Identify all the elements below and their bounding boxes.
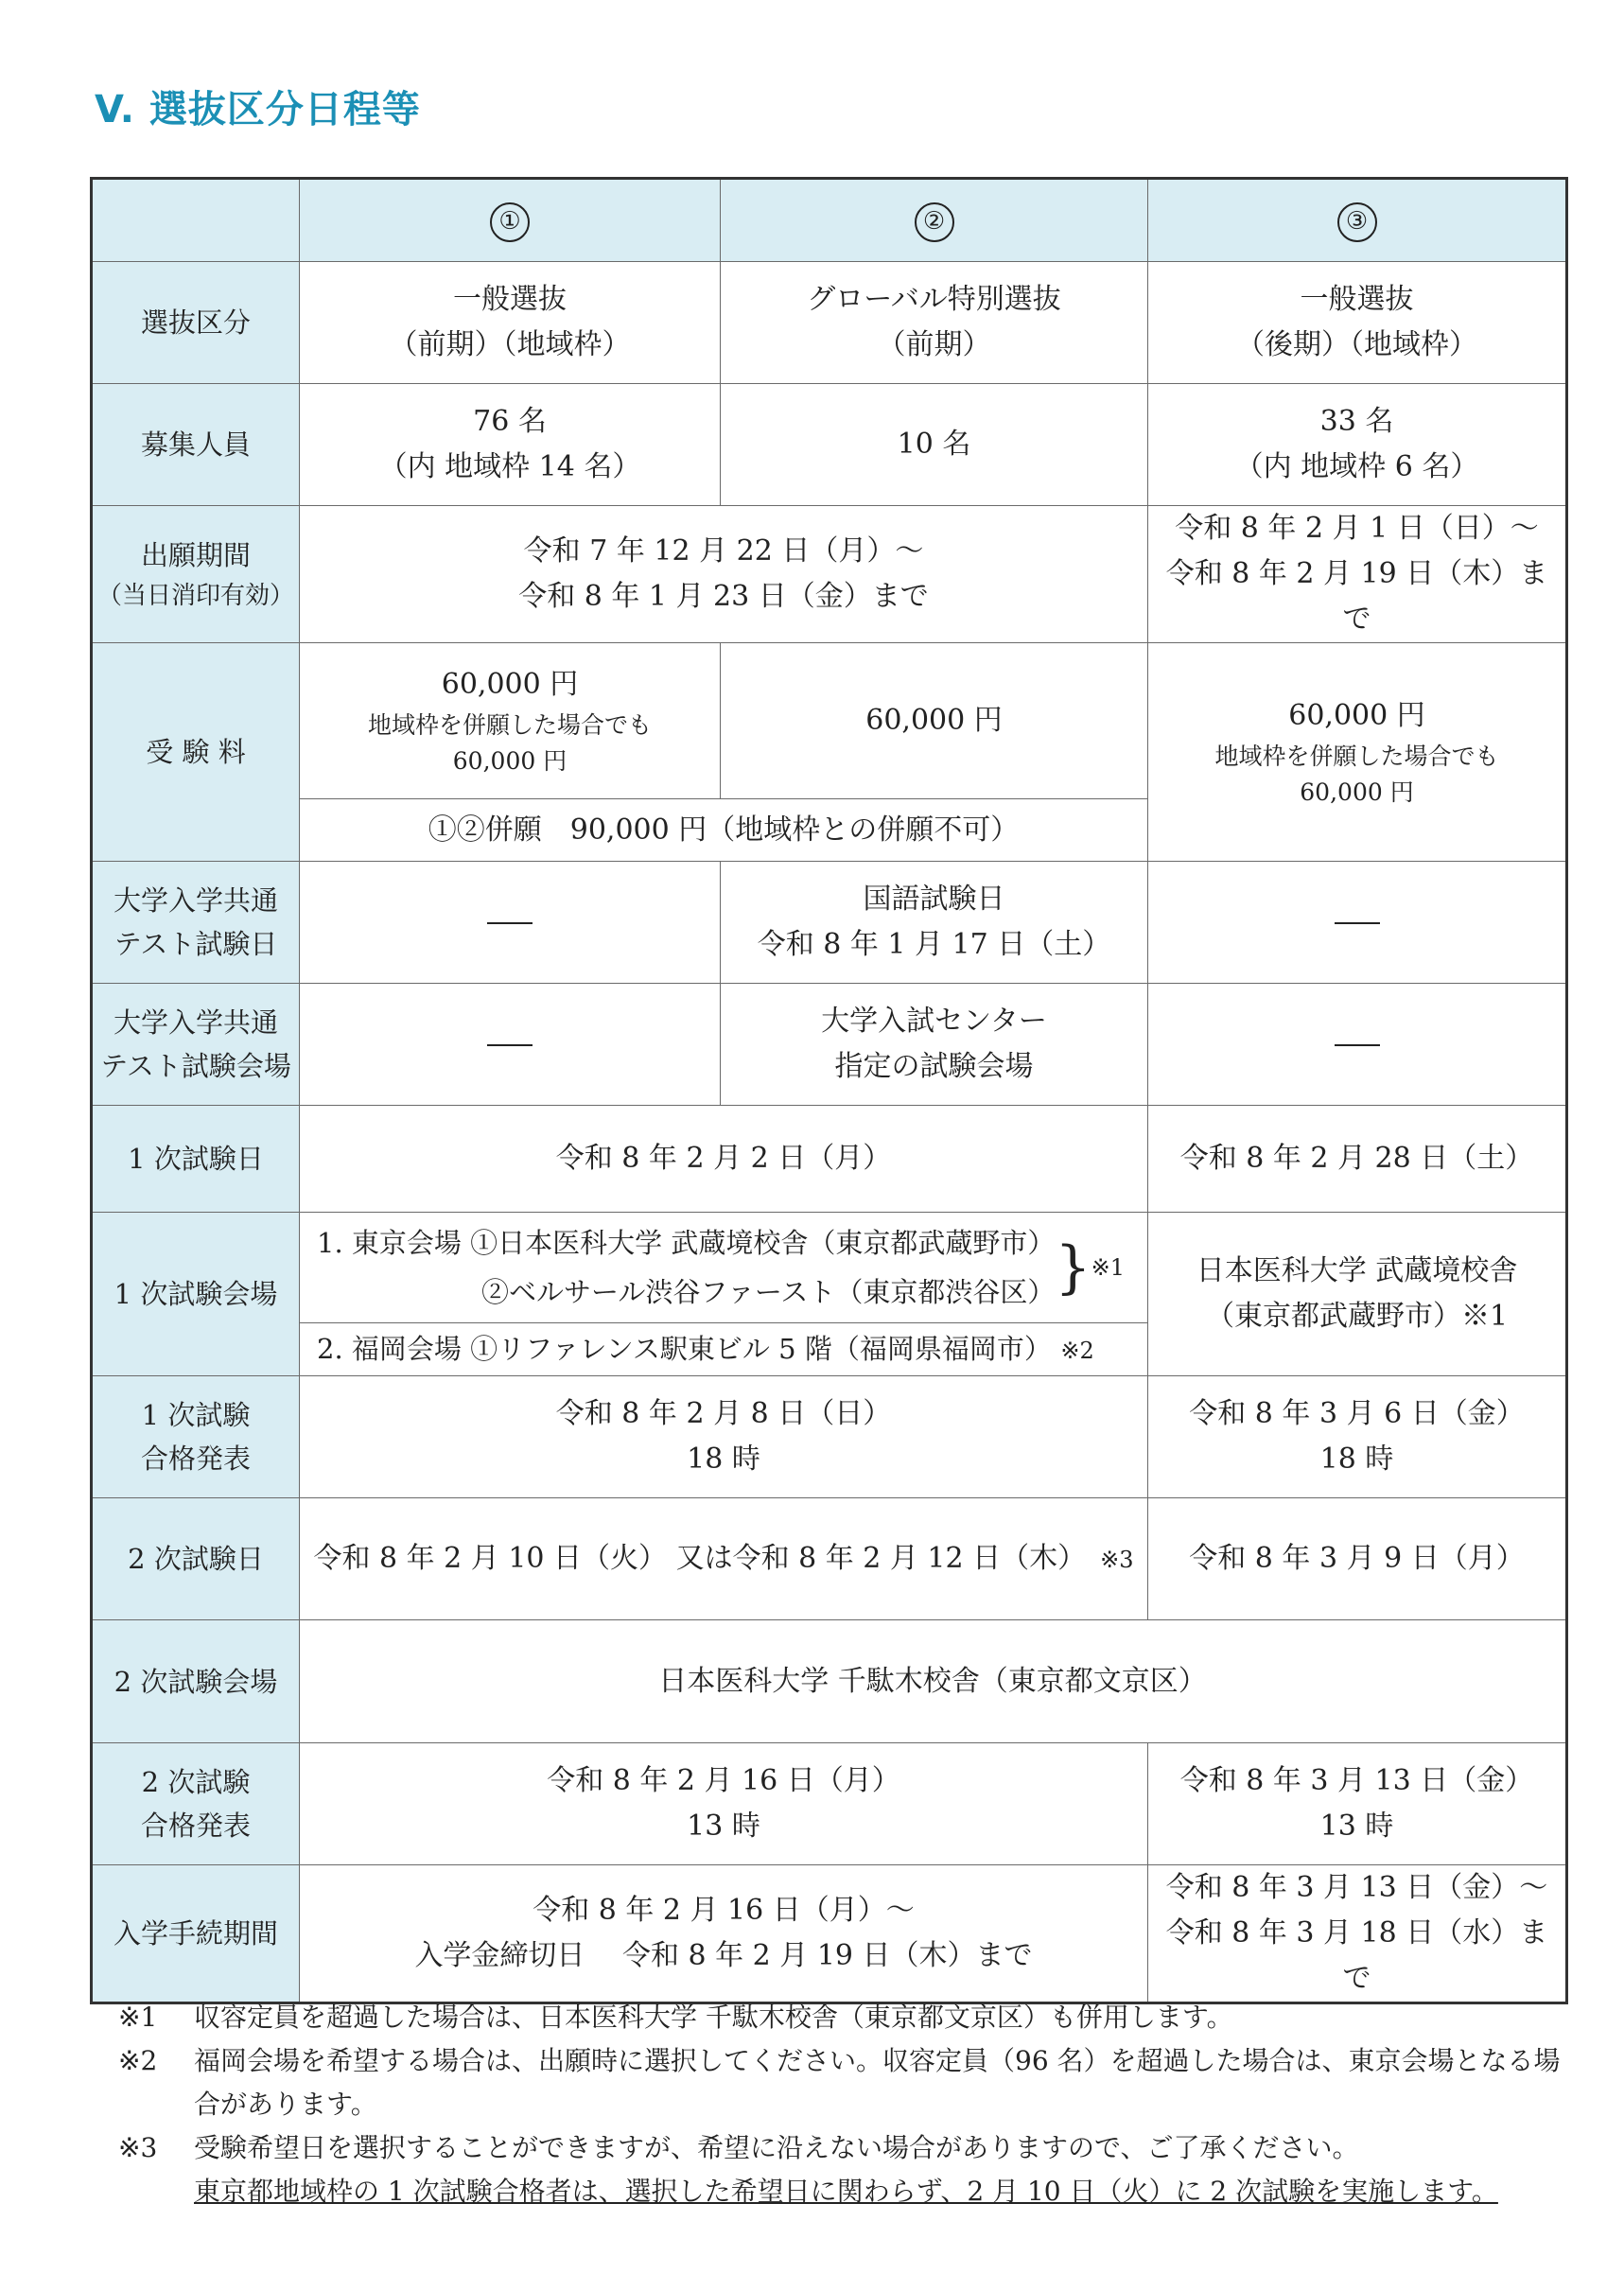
- label-common-test-venue: 大学入学共通 テスト試験会場: [92, 984, 300, 1106]
- header-row: [92, 179, 1567, 262]
- label-capacity: 募集人員: [92, 384, 300, 506]
- capacity-c3: 33 名 （内 地域枠 6 名）: [1148, 384, 1567, 506]
- capacity-c1: 76 名 （内 地域枠 14 名）: [300, 384, 721, 506]
- second-exam-date-c12: 令和 8 年 2 月 10 日（火） 又は令和 8 年 2 月 12 日（木） ※3: [300, 1498, 1148, 1620]
- page-title: V. 選抜区分日程等: [95, 88, 421, 131]
- footnote-1: ※1 収容定員を超過した場合は、日本医科大学 千駄木校舎（東京都文京区）も併用します。: [118, 2002, 1233, 2033]
- row-common-test-venue: [92, 984, 1567, 1106]
- row-capacity: [92, 384, 1567, 506]
- row-application: [92, 506, 1567, 643]
- header-col-1: ①: [490, 202, 530, 242]
- selection-c2: グローバル特別選抜 （前期）: [721, 262, 1148, 384]
- footnote-3: ※3 受験希望日を選択することができますが、希望に沿えない場合がありますので、ご了承ください。 東京都地域枠の 1 次試験合格者は、選択した希望日に関わらず、2 月 10 日（火）に 2 次試験を実施します。: [118, 2132, 1498, 2207]
- selection-c3: 一般選抜 （後期）（地域枠）: [1148, 262, 1567, 384]
- venue-tokyo-2: ②ベルサール渋谷ファースト（東京都渋谷区）: [481, 1276, 1056, 1308]
- common-test-date-c1: [300, 862, 721, 984]
- enrollment-c3: 令和 8 年 3 月 13 日（金）～ 令和 8 年 3 月 18 日（水）まで: [1148, 1865, 1567, 2003]
- header-blank: [92, 179, 300, 262]
- row-second-result: [92, 1743, 1567, 1865]
- fee-c1: 60,000 円 地域枠を併願した場合でも 60,000 円: [300, 643, 721, 799]
- second-result-c12: 令和 8 年 2 月 16 日（月） 13 時: [300, 1743, 1148, 1865]
- row-second-exam-date: [92, 1498, 1567, 1620]
- label-second-exam-date: 2 次試験日: [92, 1498, 300, 1620]
- enrollment-c12: 令和 8 年 2 月 16 日（月）～ 入学金締切日 令和 8 年 2 月 19 日（木）まで: [300, 1865, 1148, 2003]
- first-result-c3: 令和 8 年 3 月 6 日（金） 18 時: [1148, 1376, 1567, 1498]
- footnotes: [118, 1996, 1565, 2213]
- label-first-result: 1 次試験 合格発表: [92, 1376, 300, 1498]
- row-fee: [92, 643, 1567, 799]
- row-second-exam-venue: [92, 1620, 1567, 1743]
- label-first-exam-venue: 1 次試験会場: [92, 1213, 300, 1376]
- common-test-venue-c2: 大学入試センター 指定の試験会場: [721, 984, 1148, 1106]
- label-fee: 受 験 料: [92, 643, 300, 862]
- label-second-exam-venue: 2 次試験会場: [92, 1620, 300, 1743]
- venue-tokyo-1: 1. 東京会場 ①日本医科大学 武蔵境校舎（東京都武蔵野市）: [317, 1227, 1056, 1259]
- row-first-exam-date: [92, 1106, 1567, 1213]
- second-exam-venue-c123: 日本医科大学 千駄木校舎（東京都文京区）: [300, 1620, 1567, 1743]
- second-result-c3: 令和 8 年 3 月 13 日（金） 13 時: [1148, 1743, 1567, 1865]
- label-application: 出願期間 （当日消印有効）: [92, 506, 300, 643]
- application-c3: 令和 8 年 2 月 1 日（日）～ 令和 8 年 2 月 19 日（木）まで: [1148, 506, 1567, 643]
- schedule-table: [90, 177, 1568, 2004]
- brace-icon: }: [1055, 1234, 1091, 1301]
- label-selection: 選抜区分: [92, 262, 300, 384]
- second-exam-date-c3: 令和 8 年 3 月 9 日（月）: [1148, 1498, 1567, 1620]
- footnote-3-underline: 東京都地域枠の 1 次試験合格者は、選択した希望日に関わらず、2 月 10 日（火）に 2 次試験を実施します。: [194, 2176, 1498, 2207]
- venue-tokyo-note: ※1: [1091, 1254, 1125, 1281]
- capacity-c2: 10 名: [721, 384, 1148, 506]
- row-first-result: [92, 1376, 1567, 1498]
- common-test-date-c2: 国語試験日 令和 8 年 1 月 17 日（土）: [721, 862, 1148, 984]
- header-col-2: ②: [915, 202, 954, 242]
- header-col-3: ③: [1337, 202, 1377, 242]
- first-exam-date-c3: 令和 8 年 2 月 28 日（土）: [1148, 1106, 1567, 1213]
- row-common-test-date: [92, 862, 1567, 984]
- fee-c3: 60,000 円 地域枠を併願した場合でも 60,000 円: [1148, 643, 1567, 862]
- label-enrollment: 入学手続期間: [92, 1865, 300, 2003]
- first-exam-venue-fukuoka: 2. 福岡会場 ①リファレンス駅東ビル 5 階（福岡県福岡市） ※2: [300, 1323, 1148, 1376]
- first-exam-venue-c3: 日本医科大学 武蔵境校舎 （東京都武蔵野市）※1: [1148, 1213, 1567, 1376]
- application-c12: 令和 7 年 12 月 22 日（月）～ 令和 8 年 1 月 23 日（金）まで: [300, 506, 1148, 643]
- row-first-exam-venue: [92, 1213, 1567, 1323]
- row-enrollment: [92, 1865, 1567, 2003]
- label-common-test-date: 大学入学共通 テスト試験日: [92, 862, 300, 984]
- row-selection: [92, 262, 1567, 384]
- selection-c1: 一般選抜 （前期）（地域枠）: [300, 262, 721, 384]
- label-first-exam-date: 1 次試験日: [92, 1106, 300, 1213]
- first-exam-date-c12: 令和 8 年 2 月 2 日（月）: [300, 1106, 1148, 1213]
- common-test-venue-c3: [1148, 984, 1567, 1106]
- common-test-venue-c1: [300, 984, 721, 1106]
- label-second-result: 2 次試験 合格発表: [92, 1743, 300, 1865]
- fee-c12: ①②併願 90,000 円（地域枠との併願不可）: [300, 799, 1148, 862]
- footnote-2: ※2 福岡会場を希望する場合は、出願時に選択してください。収容定員（96 名）を超過した場合は、東京会場となる場合があります。: [118, 2045, 1561, 2120]
- fee-c2: 60,000 円: [721, 643, 1148, 799]
- first-result-c12: 令和 8 年 2 月 8 日（日） 18 時: [300, 1376, 1148, 1498]
- common-test-date-c3: [1148, 862, 1567, 984]
- first-exam-venue-tokyo: [300, 1213, 1148, 1323]
